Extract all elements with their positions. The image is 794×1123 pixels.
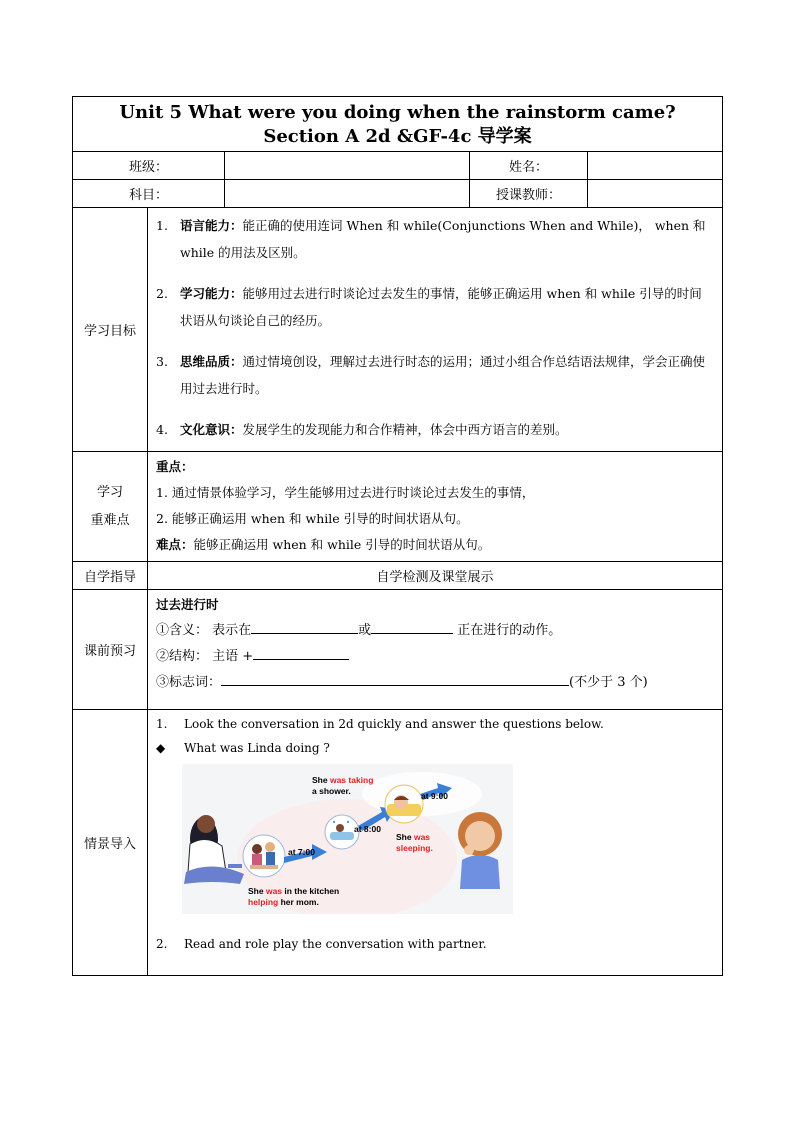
question-2: 2. Read and role play the conversation with partner. — [156, 937, 487, 951]
worksheet — [72, 96, 722, 976]
caption-shower: She was taking a shower. — [312, 775, 374, 796]
sleeping-scene-icon — [385, 785, 423, 823]
scene-label: 情景导入 — [73, 710, 148, 976]
preview-label: 课前预习 — [73, 590, 148, 710]
preview-markers: ③标志词： (不少于 3 个) — [156, 670, 714, 696]
kitchen-scene-icon — [243, 835, 285, 877]
markers-blank[interactable] — [221, 671, 569, 686]
name-label: 姓名： — [470, 152, 588, 180]
objective-item: 2. 学习能力：能够用过去进行时谈论过去发生的事情，能够正确运用 when 和 while 引导的时间状语从句谈论自己的经历。 — [156, 286, 702, 328]
linda-timeline-illustration — [182, 764, 513, 914]
caption-kitchen: She was in the kitchen helping her mom. — [248, 886, 340, 907]
question-1: 1. Look the conversation in 2d quickly and answer the questions below. — [156, 717, 604, 731]
thinking-girl-icon — [458, 812, 502, 889]
scene-content — [148, 710, 723, 976]
structure-blank[interactable] — [253, 645, 349, 660]
subject-field[interactable] — [225, 180, 470, 208]
preview-meaning: ①含义： 表示在 或 正在进行的动作。 — [156, 618, 714, 644]
question-bullet: ◆ What was Linda doing ? — [156, 741, 330, 755]
guide-label: 自学指导 — [73, 562, 148, 590]
objective-item: 3. 思维品质：通过情境创设，理解过去进行时态的运用；通过小组合作总结语法规律，学会正确使用过去进行时。 — [156, 354, 706, 396]
caption-at-9: at 9:00 — [421, 791, 448, 801]
guide-text: 自学检测及课堂展示 — [148, 562, 723, 590]
preview-structure: ②结构： 主语 + — [156, 644, 714, 670]
worksheet-table — [72, 96, 723, 976]
difficulty-label: 学习 重难点 — [73, 452, 148, 562]
objectives-label: 学习目标 — [73, 208, 148, 452]
difficulty-content: 重点： 1. 通过情景体验学习，学生能够用过去进行时谈论过去发生的事情， 2. 能够正确运用 when 和 while 引导的时间状语从句。 难点：能够正确运用 when 和 while 引导的时间状语从句。 — [148, 452, 723, 562]
meaning-blank-1[interactable] — [251, 619, 358, 634]
teacher-label: 授课教师： — [470, 180, 588, 208]
teacher-field[interactable] — [588, 180, 723, 208]
caption-at-8: at 8:00 — [354, 824, 381, 834]
class-field[interactable] — [225, 152, 470, 180]
subject-label: 科目： — [73, 180, 225, 208]
objective-item: 1. 语言能力：能正确的使用连词 When 和 while(Conjunctions When and While)， when 和 while 的用法及区别。 — [156, 218, 706, 260]
girl-sitting-icon — [184, 815, 244, 884]
caption-at-7: at 7:00 — [288, 847, 315, 857]
objective-item: 4. 文化意识：发展学生的发现能力和合作精神，体会中西方语言的差别。 — [156, 422, 568, 437]
caption-sleeping: She was sleeping. — [396, 832, 433, 853]
preview-content: 过去进行时 ①含义： 表示在 或 正在进行的动作。 ②结构： 主语 + ③标志词： (不少于 3 个) — [148, 590, 723, 710]
page-title: Unit 5 What were you doing when the rainstorm came? Section A 2d &GF-4c 导学案 — [73, 97, 723, 152]
name-field[interactable] — [588, 152, 723, 180]
objectives-list — [148, 208, 723, 452]
meaning-blank-2[interactable] — [371, 619, 453, 634]
class-label: 班级： — [73, 152, 225, 180]
